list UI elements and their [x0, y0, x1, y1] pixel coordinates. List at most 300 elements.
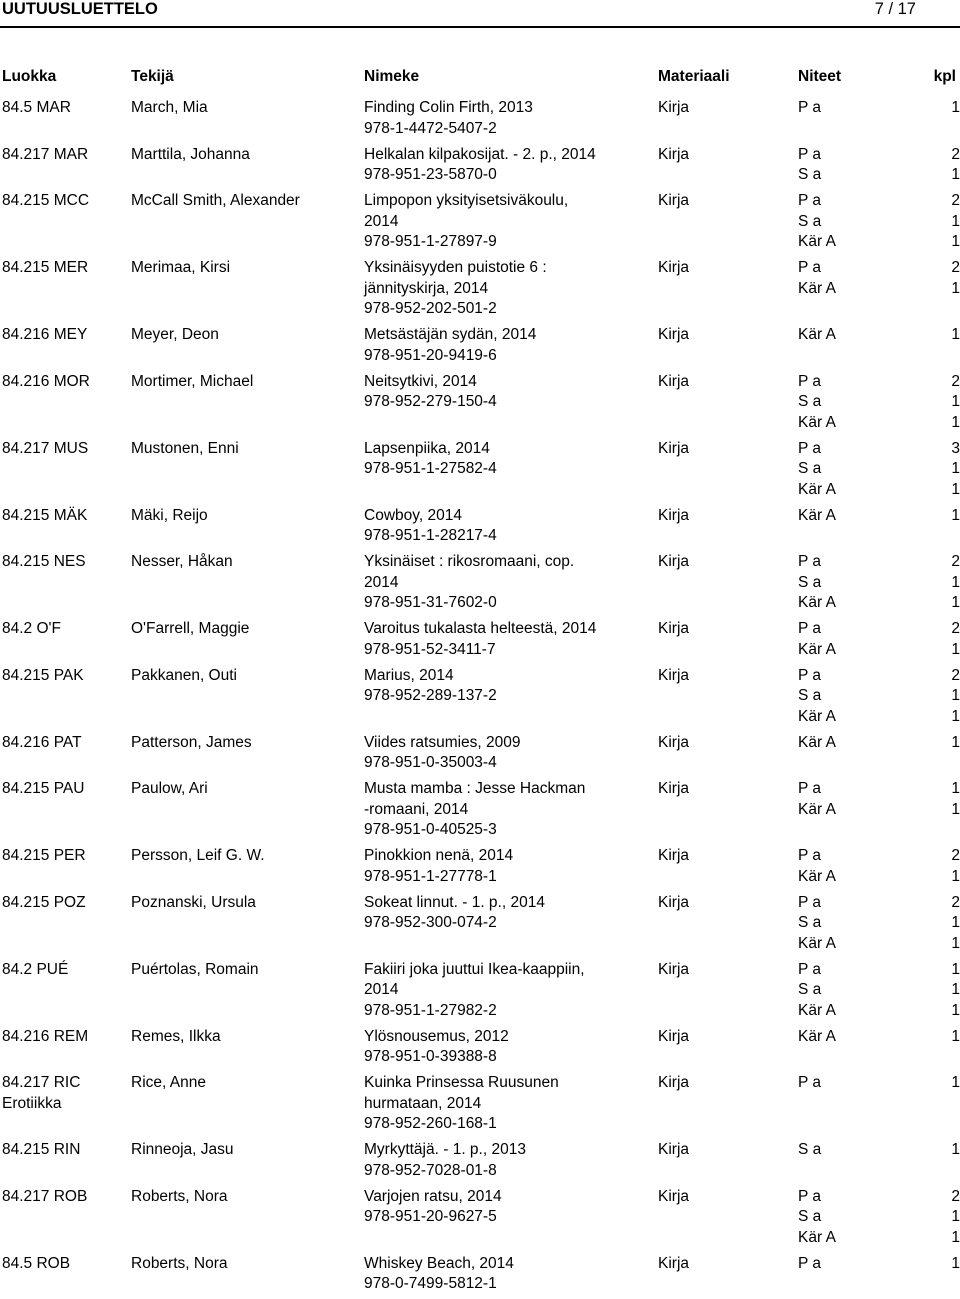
class-code	[2, 619, 122, 640]
copy-count: 1	[951, 393, 960, 410]
copy-location: Kär A	[798, 233, 836, 250]
material: Kirja	[658, 553, 690, 570]
copy-count: 1	[951, 573, 960, 591]
author: Persson, Leif G. W.	[131, 847, 265, 864]
class-code	[2, 506, 122, 527]
class-code	[2, 258, 122, 279]
copy-line	[798, 1140, 960, 1161]
title-line: Ylösnousemus, 2012	[364, 1027, 509, 1045]
copies	[798, 552, 960, 614]
copies	[798, 439, 960, 501]
copy-count: 2	[951, 847, 960, 864]
copy-location: P a	[798, 192, 821, 209]
copy-line	[798, 1001, 960, 1022]
copy-count: 1	[951, 687, 960, 704]
copy-count: 2	[951, 192, 960, 209]
author: Patterson, James	[131, 733, 252, 751]
copy-line	[798, 846, 960, 867]
class-code	[2, 98, 122, 119]
copy-count: 2	[951, 372, 960, 390]
copy-count: 1	[951, 1074, 960, 1091]
copy-location: Kär A	[798, 707, 836, 725]
class-line: 84.217 MAR	[2, 145, 89, 163]
copy-location: P a	[798, 145, 821, 163]
page-number: 7 / 17	[874, 0, 916, 18]
copies	[798, 98, 960, 119]
header-author: Tekijä	[131, 68, 174, 85]
copy-line	[798, 800, 960, 821]
author: Mäki, Reijo	[131, 506, 208, 524]
copy-location: Kär A	[798, 1027, 836, 1045]
copy-location: S a	[798, 981, 822, 998]
copy-count: 2	[951, 553, 960, 570]
title-line: Lapsenpiika, 2014	[364, 439, 490, 457]
title-line: hurmataan, 2014	[364, 1094, 482, 1112]
isbn: 978-1-4472-5407-2	[364, 119, 497, 137]
copy-location: S a	[798, 212, 822, 230]
copy-count: 1	[951, 1254, 960, 1272]
class-line: 84.2 O'F	[2, 620, 61, 637]
copy-location: Kär A	[798, 1001, 836, 1019]
title-block	[364, 1073, 654, 1135]
title-block	[364, 258, 654, 320]
material: Kirja	[658, 1141, 690, 1158]
copy-line	[798, 279, 960, 300]
copy-count: 1	[951, 212, 960, 230]
copy-line	[798, 707, 960, 728]
class-code	[2, 960, 122, 981]
title-line: Yksinäiset : rikosromaani, cop.	[364, 553, 575, 570]
class-code	[2, 372, 122, 393]
copy-location: Kär A	[798, 640, 836, 658]
copy-count: 2	[951, 620, 960, 637]
copy-location: P a	[798, 1187, 821, 1205]
title-block	[364, 506, 654, 547]
copy-location: P a	[798, 847, 821, 864]
copy-location: P a	[798, 620, 821, 637]
copy-location: Kär A	[798, 1228, 836, 1246]
copy-line	[798, 372, 960, 393]
copy-line	[798, 325, 960, 346]
class-code	[2, 779, 122, 800]
isbn: 978-952-7028-01-8	[364, 1161, 497, 1179]
copy-count: 3	[951, 439, 960, 457]
copy-count: 1	[951, 640, 960, 658]
class-line: 84.216 PAT	[2, 733, 82, 751]
copy-count: 1	[951, 1228, 960, 1246]
copy-line	[798, 1027, 960, 1048]
title-line: 2014	[364, 981, 399, 998]
author: Merimaa, Kirsi	[131, 259, 231, 276]
material: Kirja	[658, 372, 690, 390]
class-code	[2, 1254, 122, 1275]
copy-line	[798, 640, 960, 661]
copy-count: 1	[951, 934, 960, 952]
title-line: Varjojen ratsu, 2014	[364, 1187, 502, 1205]
material: Kirja	[658, 960, 690, 978]
class-code	[2, 145, 122, 166]
header-count: kpl	[933, 68, 956, 85]
title-block	[364, 1140, 654, 1181]
material: Kirja	[658, 1027, 690, 1045]
copies	[798, 846, 960, 887]
class-line: 84.217 RIC	[2, 1074, 81, 1091]
title-line: jännityskirja, 2014	[364, 279, 489, 297]
author: McCall Smith, Alexander	[131, 192, 300, 209]
author: Paulow, Ari	[131, 780, 208, 797]
title-line: 2014	[364, 212, 399, 230]
header-copies: Niteet	[798, 68, 842, 85]
class-code	[2, 191, 122, 212]
copy-count: 1	[951, 780, 960, 797]
class-code	[2, 733, 122, 754]
copy-line	[798, 506, 960, 527]
copy-line	[798, 552, 960, 573]
copy-line	[798, 1187, 960, 1208]
title-line: Whiskey Beach, 2014	[364, 1254, 514, 1272]
title-block	[364, 552, 654, 614]
copy-line	[798, 413, 960, 434]
copy-location: Kär A	[798, 480, 836, 498]
copy-count: 1	[951, 707, 960, 725]
class-line: 84.215 MCC	[2, 192, 90, 209]
author: Marttila, Johanna	[131, 145, 250, 163]
title-block	[364, 1187, 654, 1228]
class-line: 84.2 PUÉ	[2, 960, 69, 978]
copy-location: P a	[798, 1254, 821, 1272]
copies	[798, 619, 960, 660]
copy-count: 1	[951, 960, 960, 978]
material: Kirja	[658, 192, 690, 209]
copies	[798, 372, 960, 434]
copy-line	[798, 913, 960, 934]
material: Kirja	[658, 1187, 690, 1205]
title-line: 2014	[364, 573, 399, 591]
title-divider	[0, 26, 960, 28]
header-material: Materiaali	[658, 68, 730, 85]
class-line: 84.216 MEY	[2, 326, 88, 343]
copy-count: 1	[951, 981, 960, 998]
copy-line	[798, 573, 960, 594]
isbn: 978-951-0-35003-4	[364, 754, 497, 771]
title-block	[364, 1254, 654, 1295]
copy-count: 2	[951, 666, 960, 684]
author: Roberts, Nora	[131, 1187, 228, 1205]
isbn: 978-951-1-27778-1	[364, 867, 497, 885]
copy-location: Kär A	[798, 506, 836, 524]
copy-line	[798, 980, 960, 1001]
author: Mustonen, Enni	[131, 439, 239, 457]
class-line: 84.216 REM	[2, 1027, 89, 1045]
material: Kirja	[658, 1074, 690, 1091]
copy-location: P a	[798, 439, 821, 457]
copy-location: S a	[798, 687, 822, 704]
class-line: Erotiikka	[2, 1094, 62, 1112]
copy-line	[798, 165, 960, 186]
copies	[798, 506, 960, 527]
title-line: Fakiiri joka juuttui Ikea-kaappiin,	[364, 960, 585, 978]
copy-line	[798, 893, 960, 914]
title-line: Pinokkion nenä, 2014	[364, 847, 514, 864]
copies	[798, 325, 960, 346]
copy-line	[798, 867, 960, 888]
class-line: 84.215 RIN	[2, 1141, 81, 1158]
title-block	[364, 372, 654, 413]
copy-location: S a	[798, 460, 822, 477]
class-code	[2, 325, 122, 346]
copy-count: 1	[951, 594, 960, 611]
class-code	[2, 552, 122, 573]
material: Kirja	[658, 145, 690, 163]
copies	[798, 1073, 960, 1094]
isbn: 978-951-52-3411-7	[364, 640, 496, 658]
copy-line	[798, 1228, 960, 1249]
copy-count: 1	[951, 480, 960, 498]
class-code	[2, 439, 122, 460]
copy-location: P a	[798, 666, 821, 684]
copies	[798, 1027, 960, 1048]
class-code	[2, 1073, 122, 1114]
copy-line	[798, 232, 960, 253]
material: Kirja	[658, 99, 690, 116]
copy-count: 1	[951, 233, 960, 250]
title-block	[364, 1027, 654, 1068]
copy-location: Kär A	[798, 800, 836, 818]
copy-location: P a	[798, 372, 821, 390]
isbn: 978-951-20-9627-5	[364, 1208, 497, 1225]
title-block	[364, 325, 654, 366]
author: Remes, Ilkka	[131, 1027, 221, 1045]
isbn: 978-951-1-27982-2	[364, 1001, 497, 1019]
copy-count: 1	[951, 867, 960, 885]
copy-line	[798, 480, 960, 501]
copy-location: S a	[798, 573, 822, 591]
title-line: Sokeat linnut. - 1. p., 2014	[364, 893, 545, 911]
copy-line	[798, 258, 960, 279]
copies	[798, 1187, 960, 1249]
class-line: 84.216 MOR	[2, 372, 90, 390]
copy-location: Kär A	[798, 867, 836, 885]
copy-line	[798, 1073, 960, 1094]
isbn: 978-951-1-27582-4	[364, 460, 497, 477]
class-line: 84.215 PER	[2, 847, 86, 864]
material: Kirja	[658, 259, 690, 276]
copy-location: P a	[798, 960, 821, 978]
title-line: Finding Colin Firth, 2013	[364, 99, 533, 116]
copy-line	[798, 960, 960, 981]
copy-location: Kär A	[798, 279, 836, 297]
isbn: 978-951-23-5870-0	[364, 166, 497, 183]
title-block	[364, 846, 654, 887]
author: Poznanski, Ursula	[131, 893, 256, 911]
copy-location: S a	[798, 393, 822, 410]
class-code	[2, 1027, 122, 1048]
copy-location: Kär A	[798, 934, 836, 952]
copy-location: Kär A	[798, 326, 836, 343]
copies	[798, 1140, 960, 1161]
isbn: 978-0-7499-5812-1	[364, 1275, 497, 1292]
copy-location: P a	[798, 259, 821, 276]
copy-line	[798, 666, 960, 687]
copy-line	[798, 619, 960, 640]
copy-count: 2	[951, 145, 960, 163]
copy-line	[798, 392, 960, 413]
copy-count: 2	[951, 893, 960, 911]
author: Nesser, Håkan	[131, 553, 233, 570]
isbn: 978-951-0-40525-3	[364, 821, 497, 838]
copy-line	[798, 191, 960, 212]
isbn: 978-952-289-137-2	[364, 687, 497, 704]
author: O'Farrell, Maggie	[131, 620, 250, 637]
copy-line	[798, 593, 960, 614]
class-code	[2, 893, 122, 914]
copy-location: P a	[798, 553, 821, 570]
title-block	[364, 779, 654, 841]
copies	[798, 733, 960, 754]
material: Kirja	[658, 620, 690, 637]
class-line: 84.217 ROB	[2, 1187, 88, 1205]
title-line: Musta mamba : Jesse Hackman	[364, 780, 586, 797]
copy-count: 1	[951, 99, 960, 116]
copy-line	[798, 934, 960, 955]
title-line: Neitsytkivi, 2014	[364, 372, 477, 390]
copy-count: 1	[951, 1027, 960, 1045]
author: Roberts, Nora	[131, 1254, 228, 1272]
copy-line	[798, 1207, 960, 1228]
copy-location: S a	[798, 1208, 822, 1225]
author: Puértolas, Romain	[131, 960, 259, 978]
author: Pakkanen, Outi	[131, 666, 237, 684]
title-block	[364, 619, 654, 660]
copy-line	[798, 733, 960, 754]
copy-count: 2	[951, 1187, 960, 1205]
isbn: 978-952-260-168-1	[364, 1115, 497, 1132]
isbn: 978-952-279-150-4	[364, 393, 497, 410]
title-line: Viides ratsumies, 2009	[364, 733, 521, 751]
isbn: 978-951-1-28217-4	[364, 527, 497, 544]
table-header	[0, 66, 960, 88]
page-title: UUTUUSLUETTELO	[2, 0, 158, 18]
isbn: 978-952-202-501-2	[364, 300, 497, 317]
title-block	[364, 145, 654, 186]
class-code	[2, 1140, 122, 1161]
copies	[798, 145, 960, 186]
copies	[798, 960, 960, 1022]
class-line: 84.5 ROB	[2, 1254, 71, 1272]
isbn: 978-951-20-9419-6	[364, 346, 497, 364]
title-block	[364, 191, 654, 253]
copies	[798, 779, 960, 820]
isbn: 978-951-1-27897-9	[364, 233, 497, 250]
copy-count: 1	[951, 279, 960, 297]
title-line: Helkalan kilpakosijat. - 2. p., 2014	[364, 145, 596, 163]
material: Kirja	[658, 326, 690, 343]
copy-line	[798, 439, 960, 460]
copy-line	[798, 145, 960, 166]
copy-count: 1	[951, 1001, 960, 1019]
material: Kirja	[658, 666, 690, 684]
class-line: 84.215 POZ	[2, 893, 86, 911]
copies	[798, 191, 960, 253]
material: Kirja	[658, 847, 690, 864]
copy-location: Kär A	[798, 413, 836, 431]
title-line: Metsästäjän sydän, 2014	[364, 326, 537, 343]
copy-line	[798, 779, 960, 800]
copy-count: 1	[951, 733, 960, 751]
material: Kirja	[658, 780, 690, 797]
copy-location: P a	[798, 893, 821, 911]
copies	[798, 893, 960, 955]
material: Kirja	[658, 893, 690, 911]
copy-count: 1	[951, 1208, 960, 1225]
class-line: 84.5 MAR	[2, 99, 71, 116]
title-line: Varoitus tukalasta helteestä, 2014	[364, 620, 597, 637]
copies	[798, 1254, 960, 1275]
class-line: 84.215 PAU	[2, 780, 85, 797]
copy-line	[798, 98, 960, 119]
title-block	[364, 893, 654, 934]
copies	[798, 258, 960, 299]
copy-line	[798, 1254, 960, 1275]
class-line: 84.217 MUS	[2, 439, 89, 457]
copy-location: Kär A	[798, 594, 836, 611]
class-line: 84.215 NES	[2, 553, 86, 570]
title-line: Cowboy, 2014	[364, 506, 462, 524]
header-class: Luokka	[2, 68, 57, 85]
copy-count: 1	[951, 166, 960, 183]
title-line: -romaani, 2014	[364, 800, 469, 818]
title-block	[364, 960, 654, 1022]
author: Rice, Anne	[131, 1074, 206, 1091]
title-line: Kuinka Prinsessa Ruusunen	[364, 1074, 559, 1091]
copy-count: 1	[951, 413, 960, 431]
copy-count: 1	[951, 1141, 960, 1158]
title-line: Myrkyttäjä. - 1. p., 2013	[364, 1141, 526, 1158]
title-block	[364, 733, 654, 774]
copy-count: 1	[951, 800, 960, 818]
copy-location: Kär A	[798, 733, 836, 751]
class-line: 84.215 MÄK	[2, 506, 88, 524]
author: March, Mia	[131, 99, 208, 116]
author: Mortimer, Michael	[131, 372, 254, 390]
title-line: Limpopon yksityisetsiväkoulu,	[364, 192, 569, 209]
material: Kirja	[658, 733, 690, 751]
author: Meyer, Deon	[131, 326, 219, 343]
class-code	[2, 1187, 122, 1208]
class-code	[2, 846, 122, 867]
copy-count: 2	[951, 259, 960, 276]
title-line: Yksinäisyyden puistotie 6 :	[364, 259, 547, 276]
title-block	[364, 666, 654, 707]
title-block	[364, 439, 654, 480]
copy-location: S a	[798, 166, 822, 183]
isbn: 978-951-31-7602-0	[364, 594, 497, 611]
header-title: Nimeke	[364, 68, 420, 85]
copy-line	[798, 686, 960, 707]
copy-line	[798, 212, 960, 233]
copy-count: 1	[951, 914, 960, 931]
class-line: 84.215 MER	[2, 259, 89, 276]
copy-line	[798, 459, 960, 480]
title-block	[364, 98, 654, 139]
copy-count: 1	[951, 326, 960, 343]
copy-location: P a	[798, 780, 821, 797]
author: Rinneoja, Jasu	[131, 1141, 234, 1158]
title-line: Marius, 2014	[364, 666, 454, 684]
copy-location: P a	[798, 1074, 821, 1091]
class-code	[2, 666, 122, 687]
copy-location: S a	[798, 914, 822, 931]
